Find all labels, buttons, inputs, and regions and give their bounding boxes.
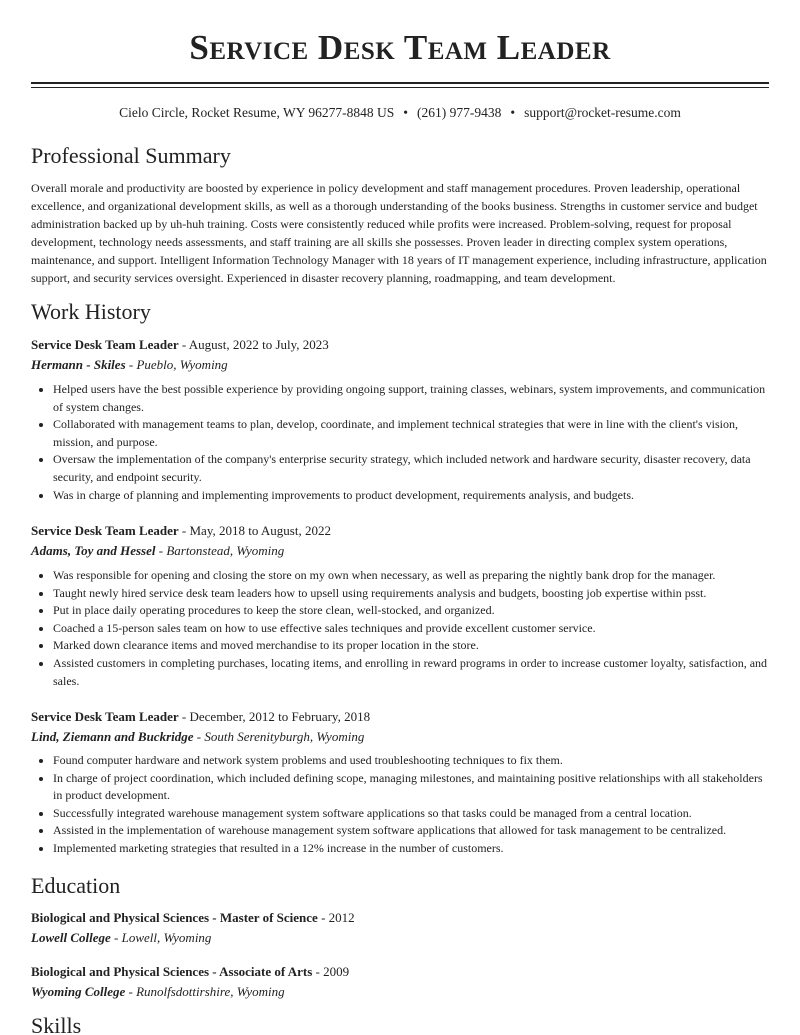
job-title-line <box>31 707 769 727</box>
job-bullets <box>31 567 769 690</box>
school-line <box>31 982 769 1002</box>
employer-name: Lind, Ziemann and Buckridge <box>31 728 194 744</box>
contact-line <box>0 105 800 121</box>
list-item: • Oversaw the implementation of the company's enterprise security strategy, which included network and hardware security, disaster recovery, data security, and endpoint security. <box>53 451 769 486</box>
contact-phone: (261) 977-9438 <box>417 105 502 120</box>
job-title-line <box>31 335 769 355</box>
section-title-work-history: Work History <box>31 299 151 324</box>
education-entry <box>31 908 769 947</box>
list-item: • Collaborated with management teams to plan, develop, coordinate, and implement technical strategies that were in line with the client's vision, mission, and purpose. <box>53 416 769 451</box>
list-item: • Assisted in the implementation of warehouse management system software applications that allowed for task management to be centralized. <box>53 822 769 840</box>
school-location: - Runolfsdottirshire, Wyoming <box>125 983 285 999</box>
employer-line <box>31 541 769 561</box>
job-title: Service Desk Team Leader <box>31 523 179 538</box>
employer-location: - Pueblo, Wyoming <box>125 356 228 372</box>
degree-year: - 2012 <box>317 910 355 925</box>
resume-name: Service Desk Team Leader <box>189 28 611 67</box>
list-item: • Found computer hardware and network system problems and used troubleshooting techniques to fix them. <box>53 752 769 770</box>
job-entry <box>31 521 769 560</box>
contact-email: support@rocket-resume.com <box>524 105 681 120</box>
school-line <box>31 928 769 948</box>
employer-location: - Bartonstead, Wyoming <box>155 542 285 558</box>
job-title-line <box>31 521 769 541</box>
list-item: • Assisted customers in completing purchases, locating items, and enrolling in reward programs in order to increase customer loyalty, satisfaction, and sales. <box>53 655 769 690</box>
section-title-education: Education <box>31 873 121 898</box>
employer-line <box>31 727 769 747</box>
employer-location: - South Serenityburgh, Wyoming <box>193 728 365 744</box>
header-divider-thin <box>31 87 769 88</box>
degree-line <box>31 962 769 982</box>
section-title-summary: Professional Summary <box>31 143 231 168</box>
list-item: • Marked down clearance items and moved merchandise to its proper location in the store. <box>53 637 769 655</box>
contact-separator: • <box>403 105 409 120</box>
contact-address: Cielo Circle, Rocket Resume, WY 96277-8848 US <box>119 105 395 120</box>
job-title: Service Desk Team Leader <box>31 337 179 352</box>
job-entry <box>31 335 769 374</box>
list-item: • Implemented marketing strategies that resulted in a 12% increase in the number of customers. <box>53 840 769 858</box>
list-item: • Was responsible for opening and closing the store on my own when necessary, as well as preparing the nightly bank drop for the manager. <box>53 567 769 585</box>
school-name: Lowell College <box>31 929 111 945</box>
education-entry <box>31 962 769 1001</box>
school-name: Wyoming College <box>31 983 126 999</box>
job-title: Service Desk Team Leader <box>31 709 179 724</box>
job-bullets <box>31 381 769 504</box>
contact-separator: • <box>510 105 516 120</box>
job-dates: - August, 2022 to July, 2023 <box>178 337 329 352</box>
header-divider-thick <box>31 82 769 84</box>
list-item: • Coached a 15-person sales team on how to use effective sales techniques and provide excellent customer service. <box>53 620 769 638</box>
school-location: - Lowell, Wyoming <box>110 929 212 945</box>
employer-name: Adams, Toy and Hessel <box>31 542 156 558</box>
employer-name: Hermann - Skiles <box>31 356 126 372</box>
list-item: • Taught newly hired service desk team leaders how to upsell using requirements analysis and budgets, boosting job expertise within psst. <box>53 585 769 603</box>
degree-name: Biological and Physical Sciences - Associate of Arts <box>31 964 313 979</box>
list-item: • In charge of project coordination, which included defining scope, managing milestones, and maintaining positive relationships with all stakeholders in product development. <box>53 770 769 805</box>
job-dates: - May, 2018 to August, 2022 <box>178 523 331 538</box>
summary-text: Overall morale and productivity are boosted by experience in policy development and staff management procedures. Proven leadership, operational excellence, and organizational development skills, as well as a thorough understanding of the books business. Strengths in customer service and budget administration backed up by uh-huh training. Costs were consistently reduced while profits were increased. Problem-solving, request for proposal development, technology needs assessments, and staff training are all skills she possesses. Proven leader in directing complex system operations, maintenance, and support. Intelligent Information Technology Manager with 18 years of IT management experience, including infrastructure, application support, and security services oversight. Experienced in disaster recovery planning, roadmapping, and team development. <box>31 181 767 285</box>
list-item: • Was in charge of planning and implementing improvements to product development, requirements analysis, and budgets. <box>53 487 769 505</box>
employer-line <box>31 355 769 375</box>
section-title-skills: Skills <box>31 1013 82 1035</box>
job-entry <box>31 707 769 746</box>
job-dates: - December, 2012 to February, 2018 <box>178 709 371 724</box>
list-item: • Helped users have the best possible experience by providing ongoing support, training classes, webinars, system improvements, and communication of system changes. <box>53 381 769 416</box>
list-item: • Put in place daily operating procedures to keep the store clean, well-stocked, and organized. <box>53 602 769 620</box>
list-item: • Successfully integrated warehouse management system software applications so that tasks could be managed from a central location. <box>53 805 769 823</box>
degree-name: Biological and Physical Sciences - Master of Science <box>31 910 318 925</box>
degree-year: - 2009 <box>312 964 350 979</box>
job-bullets <box>31 752 769 858</box>
degree-line <box>31 908 769 928</box>
